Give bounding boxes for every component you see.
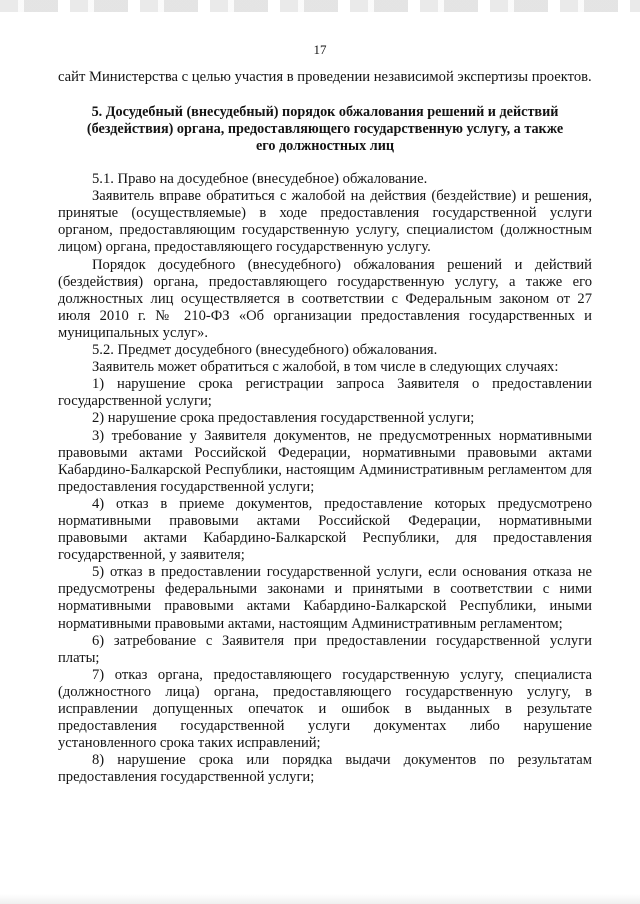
scan-edge-top [0,0,640,12]
paragraph-cases-intro: Заявитель может обратиться с жалобой, в том числе в следующих случаях: [92,359,559,376]
paragraph-complaint-right: Заявитель вправе обратиться с жалобой на действия (бездействие) и решения, принятые (осуществляемые) в ходе предоставления государственной услуги органом, предоставляющим государственную услугу, специалистом (должностным лицом) органа, предоставляющего государственную услугу. [58,188,592,256]
list-item-5: 5) отказ в предоставлении государственной услуги, если основания отказа не предусмотрены федеральными законами и принятыми в соответствии с ними нормативными правовыми актами Кабардино-Балкарской Республики, иными нормативными правовыми актами, настоящим Административным регламентом; [58,564,592,632]
document-body [58,69,592,786]
page-number: 17 [313,42,327,57]
list-item-6: 6) затребование с Заявителя при предоставлении государственной услуги платы; [58,632,592,666]
list-item-8: 8) нарушение срока или порядка выдачи документов по результатам предоставления государственной услуги; [58,752,592,786]
section-heading: 5. Досудебный (внесудебный) порядок обжалования решений и действий (бездействия) органа, предоставляющего государственную услугу, а также его должностных лиц [86,104,564,155]
paragraph-procedure: Порядок досудебного (внесудебного) обжалования решений и действий (бездействия) органа, предоставляющего государственную услугу, а также его должностных лиц осуществляется в соответствии с Федеральным законом от 27 июля 2010 г. № 210-ФЗ «Об организации предоставления государственных и муниципальных услуг». [58,256,592,341]
paragraph-continuation: сайт Министерства с целью участия в проведении независимой экспертизы проектов. [58,69,592,85]
list-item-3: 3) требование у Заявителя документов, не предусмотренных нормативными правовыми актами Российской Федерации, нормативными правовыми актами Кабардино-Балкарской Республики, настоящим Административным регламентом для предоставления государственной услуги; [58,427,592,495]
list-item-2: 2) нарушение срока предоставления государственной услуги; [92,410,475,427]
scan-edge-bottom [0,894,640,904]
paragraph-5-2: 5.2. Предмет досудебного (внесудебного) обжалования. [92,342,438,359]
paragraph-5-1: 5.1. Право на досудебное (внесудебное) обжалование. [92,171,428,188]
list-item-7: 7) отказ органа, предоставляющего государственную услугу, специалиста (должностного лица) органа, предоставляющего государственную услугу, в исправлении допущенных опечаток и ошибок в выданных в результате предоставления государственной услуги документах либо нарушение установленного срока таких исправлений; [58,666,592,752]
list-item-4: 4) отказ в приеме документов, предоставление которых предусмотрено нормативными правовыми актами Российской Федерации, нормативными правовыми актами Кабардино-Балкарской Республики, для предоставления государственной, у заявителя; [58,495,592,564]
list-item-1: 1) нарушение срока регистрации запроса Заявителя о предоставлении государственной услуги; [58,376,592,410]
